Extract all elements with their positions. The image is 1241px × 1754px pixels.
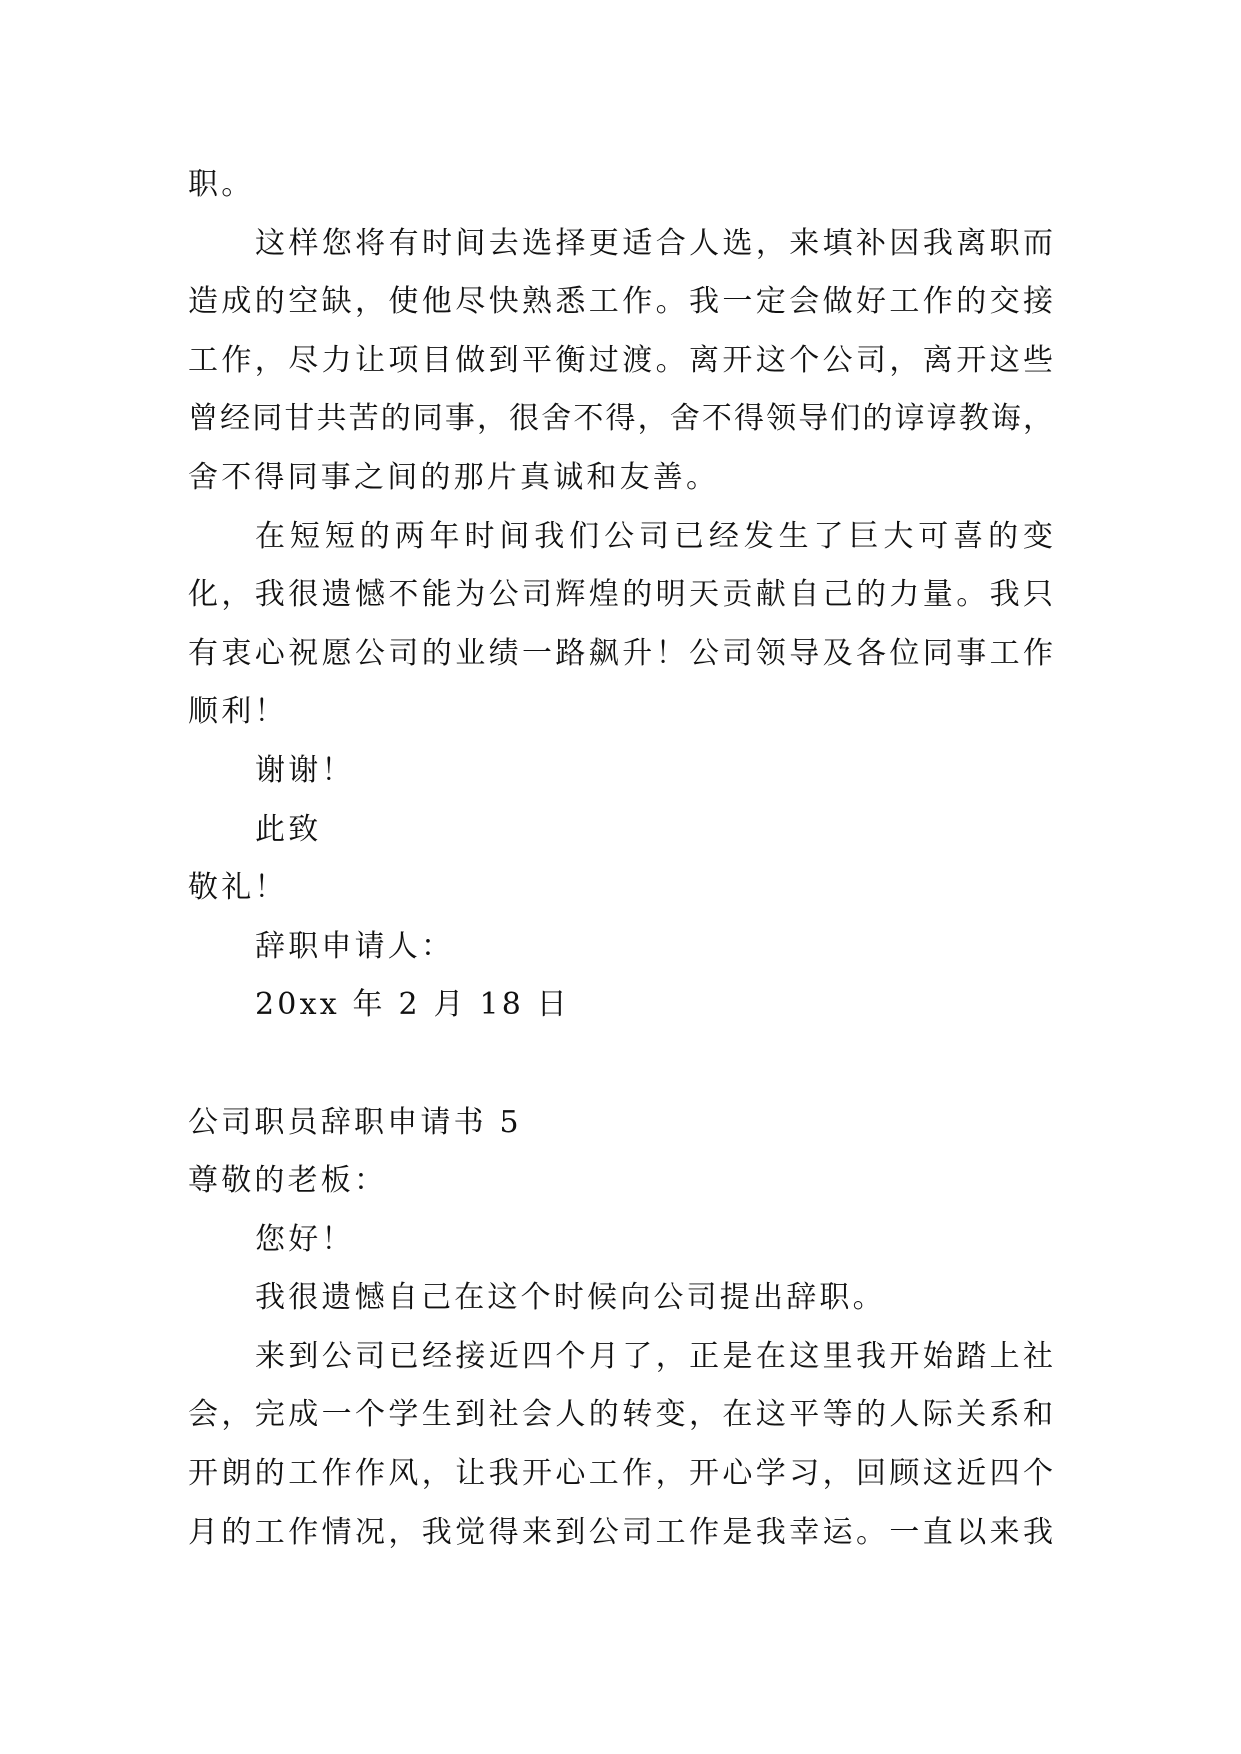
paragraph-line: 开朗的工作作风，让我开心工作，开心学习，回顾这近四个 <box>188 1456 1053 1492</box>
paragraph-line: 工作，尽力让项目做到平衡过渡。离开这个公司，离开这些 <box>188 342 1053 378</box>
thanks-line: 谢谢！ <box>255 752 355 788</box>
paragraph-line: 造成的空缺，使他尽快熟悉工作。我一定会做好工作的交接 <box>188 284 1053 320</box>
paragraph-line: 在短短的两年时间我们公司已经发生了巨大可喜的变 <box>255 518 1053 554</box>
regards-line: 敬礼！ <box>188 870 288 906</box>
date-line: 20xx 年 2 月 18 日 <box>255 987 570 1023</box>
letter-title: 公司职员辞职申请书 5 <box>188 1104 522 1140</box>
paragraph-line: 职。 <box>188 167 255 202</box>
paragraph-line: 这样您将有时间去选择更适合人选，来填补因我离职而 <box>255 225 1053 261</box>
recipient-line: 尊敬的老板： <box>188 1163 388 1199</box>
body-paragraph <box>188 215 1053 508</box>
paragraph-line: 有衷心祝愿公司的业绩一路飙升！公司领导及各位同事工作 <box>188 635 1053 671</box>
paragraph-line: 来到公司已经接近四个月了，正是在这里我开始踏上社 <box>255 1338 1053 1374</box>
greeting-line: 您好！ <box>255 1221 355 1257</box>
paragraph-line: 我很遗憾自己在这个时候向公司提出辞职。 <box>255 1280 886 1316</box>
signature-label: 辞职申请人： <box>255 928 455 964</box>
body-paragraph <box>188 1328 1053 1562</box>
paragraph-line: 曾经同甘共苦的同事，很舍不得，舍不得领导们的谆谆教诲， <box>188 401 1053 437</box>
document-body <box>188 156 1053 1562</box>
paragraph-line: 舍不得同事之间的那片真诚和友善。 <box>188 459 720 495</box>
body-paragraph <box>188 508 1053 742</box>
closing-line: 此致 <box>255 811 322 847</box>
paragraph-line: 顺利！ <box>188 694 288 730</box>
paragraph-line: 化，我很遗憾不能为公司辉煌的明天贡献自己的力量。我只 <box>188 577 1053 613</box>
blank-line <box>188 1035 1053 1094</box>
continued-paragraph <box>188 156 1053 215</box>
paragraph-line: 月的工作情况，我觉得来到公司工作是我幸运。一直以来我 <box>188 1514 1053 1550</box>
paragraph-line: 会，完成一个学生到社会人的转变，在这平等的人际关系和 <box>188 1397 1053 1433</box>
